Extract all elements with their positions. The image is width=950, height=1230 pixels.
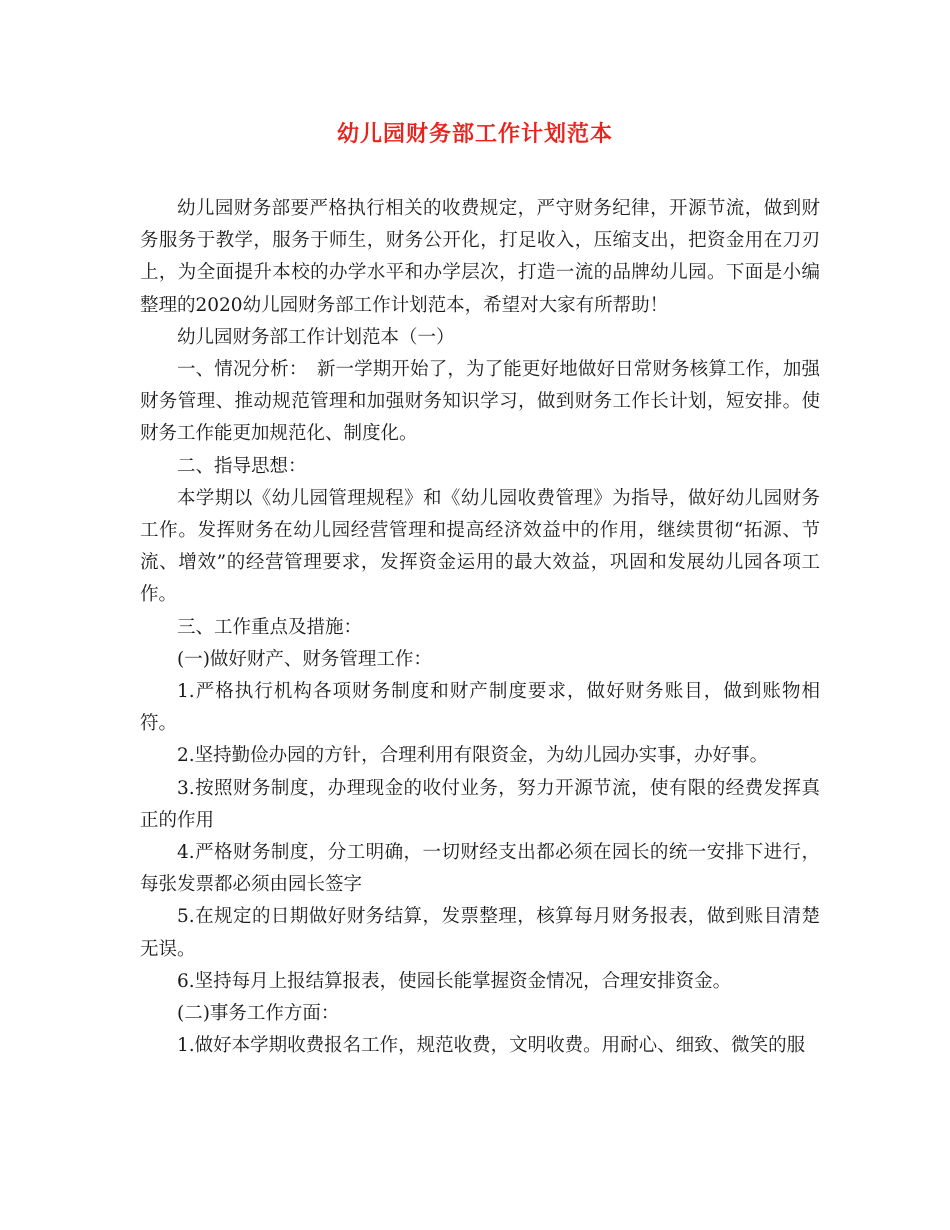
heading-key-work: 三、工作重点及措施： [177,616,363,638]
list-item: 5.在规定的日期做好财务结算，发票整理，核算每月财务报表，做到账目清楚无误。 [140,906,820,960]
heading-property-management: (一)做好财产、财务管理工作： [177,648,432,670]
paragraph-guiding-ideology: 本学期以《幼儿园管理规程》和《幼儿园收费管理》为指导，做好幼儿园财务工作。发挥财务在幼儿园经营管理和提高经济效益中的作用，继续贯彻“拓源、节流、增效”的经营管理要求，发挥资金运用的最大效益，巩固和发展幼儿园各项工作。 [140,487,820,606]
document-title: 幼儿园财务部工作计划范本 [336,121,613,147]
paragraph-situation-analysis: 一、情况分析： 新一学期开始了，为了能更好地做好日常财务核算工作，加强财务管理、推动规范管理和加强财务知识学习，做到财务工作长计划，短安排。使财务工作能更加规范化、制度化。 [140,359,820,445]
heading-affairs-work: (二)事务工作方面： [177,1003,340,1025]
list-item: 4.严格财务制度，分工明确，一切财经支出都必须在园长的统一安排下进行，每张发票都必须由园长签字 [140,842,820,896]
list-item: 2.坚持勤俭办园的方针，合理利用有限资金，为幼儿园办实事，办好事。 [177,745,769,767]
list-item: 1.严格执行机构各项财务制度和财产制度要求，做好财务账目，做到账物相符。 [140,681,820,735]
document-body [140,193,820,1062]
list-item: 1.做好本学期收费报名工作，规范收费，文明收费。用耐心、细致、微笑的服 [177,1035,806,1057]
paragraph-subtitle: 幼儿园财务部工作计划范本（一） [177,326,455,348]
list-item: 6.坚持每月上报结算报表，使园长能掌握资金情况，合理安排资金。 [177,970,732,992]
heading-guiding-ideology: 二、指导思想： [177,455,307,477]
list-item: 3.按照财务制度，办理现金的收付业务，努力开源节流，使有限的经费发挥真正的作用 [140,777,820,831]
paragraph-intro: 幼儿园财务部要严格执行相关的收费规定，严守财务纪律，开源节流，做到财务服务于教学，服务于师生，财务公开化，打足收入，压缩支出，把资金用在刀刃上，为全面提升本校的办学水平和办学层次，打造一流的品牌幼儿园。下面是小编整理的2020幼儿园财务部工作计划范本，希望对大家有所帮助！ [140,198,820,316]
